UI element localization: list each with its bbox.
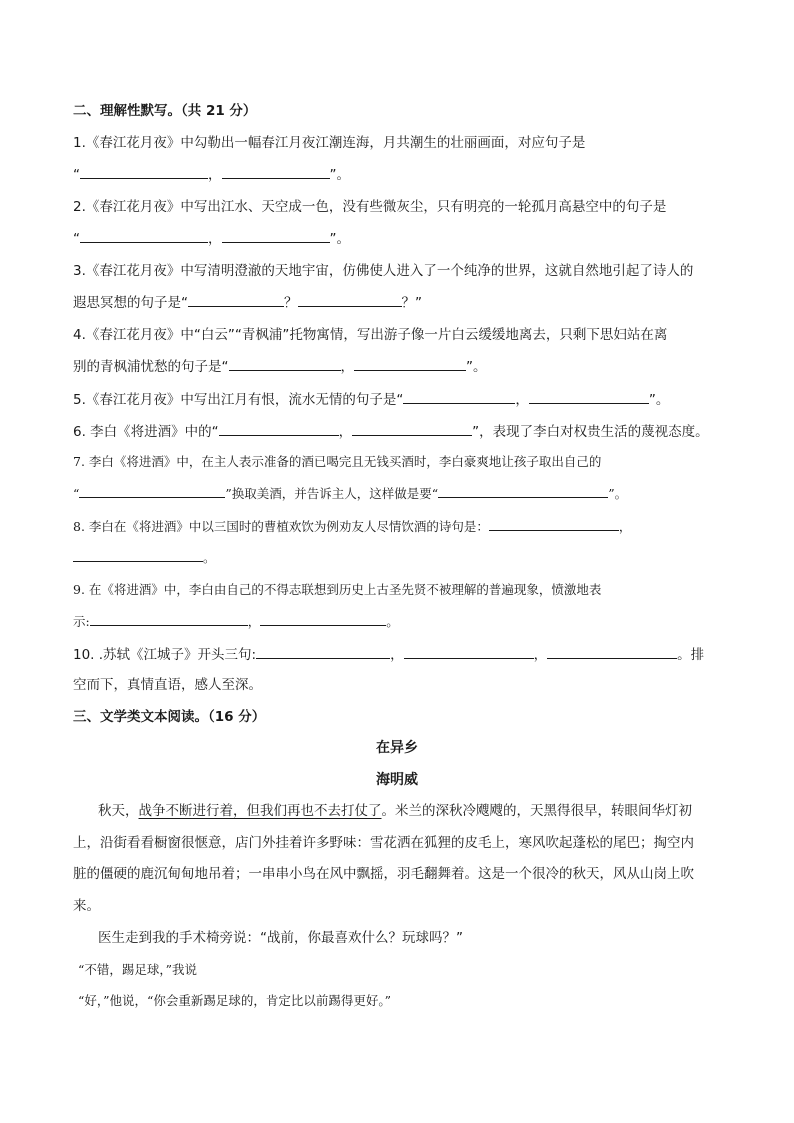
question-8-answer-line: 8. 李白在《将进酒》中以三国时的曹植欢饮为例劝友人尽情饮酒的诗句是： ， (73, 516, 723, 537)
question-7-answer-line: “ ”换取美酒，并告诉主人，这样做是要“ ”。 (73, 483, 723, 504)
answer-blank[interactable] (529, 389, 649, 404)
question-10-text-line2: 空而下，真情直语，感人至深。 (73, 677, 262, 693)
paragraph-2: 医生走到我的手术椅旁说：“战前，你最喜欢什么？玩球吗？” (98, 930, 463, 946)
answer-blank[interactable] (229, 356, 341, 371)
question-5-answer-line: 5.《春江花月夜》中写出江月有恨，流水无情的句子是“ ， ”。 (73, 389, 723, 410)
answer-blank[interactable] (489, 516, 619, 531)
question-3-answer-line: 遐思冥想的句子是“ ？ ？” (73, 292, 723, 313)
story-title: 在异乡 (376, 740, 418, 756)
paragraph-4: “好，”他说，“你会重新踢足球的，肯定比以前踢得更好。” (78, 993, 392, 1008)
answer-blank[interactable] (80, 164, 208, 179)
answer-blank[interactable] (73, 547, 203, 562)
answer-blank[interactable] (403, 389, 515, 404)
question-1-text: 1.《春江花月夜》中勾勒出一幅春江月夜江潮连海，月共潮生的壮丽画面，对应句子是 (73, 135, 586, 151)
answer-blank[interactable] (547, 644, 677, 659)
question-10-answer-line: 10. .苏轼《江城子》开头三句: ， ， 。排 (73, 644, 723, 665)
question-4-text: 4.《春江花月夜》中“白云”“青枫浦”托物寓情，写出游子像一片白云缓缓地离去，只剩下思妇站在离 (73, 327, 668, 343)
answer-blank[interactable] (260, 611, 386, 626)
answer-blank[interactable] (354, 356, 466, 371)
answer-blank[interactable] (222, 228, 330, 243)
question-2-answer-line: “ ， ”。 (73, 228, 723, 249)
story-author: 海明威 (376, 772, 418, 788)
paragraph-3: “不错，踢足球，”我说 (78, 962, 198, 977)
question-4-answer-line: 别的青枫浦忧愁的句子是“ ， ”。 (73, 356, 723, 377)
answer-blank[interactable] (352, 421, 472, 436)
answer-blank[interactable] (219, 421, 339, 436)
question-2-text: 2.《春江花月夜》中写出江水、天空成一色，没有些微灰尘，只有明亮的一轮孤月高悬空中的句子是 (73, 199, 667, 215)
answer-blank[interactable] (404, 644, 534, 659)
answer-blank[interactable] (80, 228, 208, 243)
paragraph-1-line-3: 脏的僵硬的鹿沉甸甸地吊着；一串串小鸟在风中飘摇，羽毛翻舞着。这是一个很冷的秋天，风从山岗上吹 (73, 866, 694, 882)
section3-heading: 三、文学类文本阅读。（16 分） (73, 709, 266, 725)
answer-blank[interactable] (256, 644, 390, 659)
question-1-answer-line: “ ， ”。 (73, 164, 723, 185)
answer-blank[interactable] (298, 292, 402, 307)
question-9-text: 9. 在《将进酒》中，李白由自己的不得志联想到历史上古圣先贤不被理解的普遍现象，愤激地表 (73, 582, 602, 597)
question-7-text: 7. 李白《将进酒》中，在主人表示准备的酒已喝完且无钱买酒时，李白豪爽地让孩子取出自己的 (73, 454, 602, 469)
answer-blank[interactable] (90, 611, 248, 626)
underlined-sentence: 战争不断进行着，但我们再也不去打仗了 (138, 803, 382, 819)
question-3-text: 3.《春江花月夜》中写清明澄澈的天地宇宙，仿佛使人进入了一个纯净的世界，这就自然地引起了诗人的 (73, 263, 694, 279)
answer-blank[interactable] (222, 164, 330, 179)
question-8-answer-line-2: 。 (73, 547, 723, 568)
section2-heading: 二、理解性默写。（共 21 分） (73, 103, 257, 119)
paragraph-1-line-1: 秋天，战争不断进行着，但我们再也不去打仗了。米兰的深秋冷飕飕的，天黑得很早，转眼间华灯初 (98, 803, 692, 819)
answer-blank[interactable] (79, 483, 225, 498)
answer-blank[interactable] (188, 292, 284, 307)
paragraph-1-line-2: 上，沿街看看橱窗很惬意，店门外挂着许多野味：雪花洒在狐狸的皮毛上，寒风吹起蓬松的尾巴；掏空内 (73, 835, 694, 851)
question-9-answer-line: 示: ， 。 (73, 611, 723, 632)
answer-blank[interactable] (438, 483, 608, 498)
question-6-answer-line: 6. 李白《将进酒》中的“ ， ”，表现了李白对权贵生活的蔑视态度。 (73, 421, 723, 442)
paragraph-1-line-4: 来。 (73, 898, 100, 914)
